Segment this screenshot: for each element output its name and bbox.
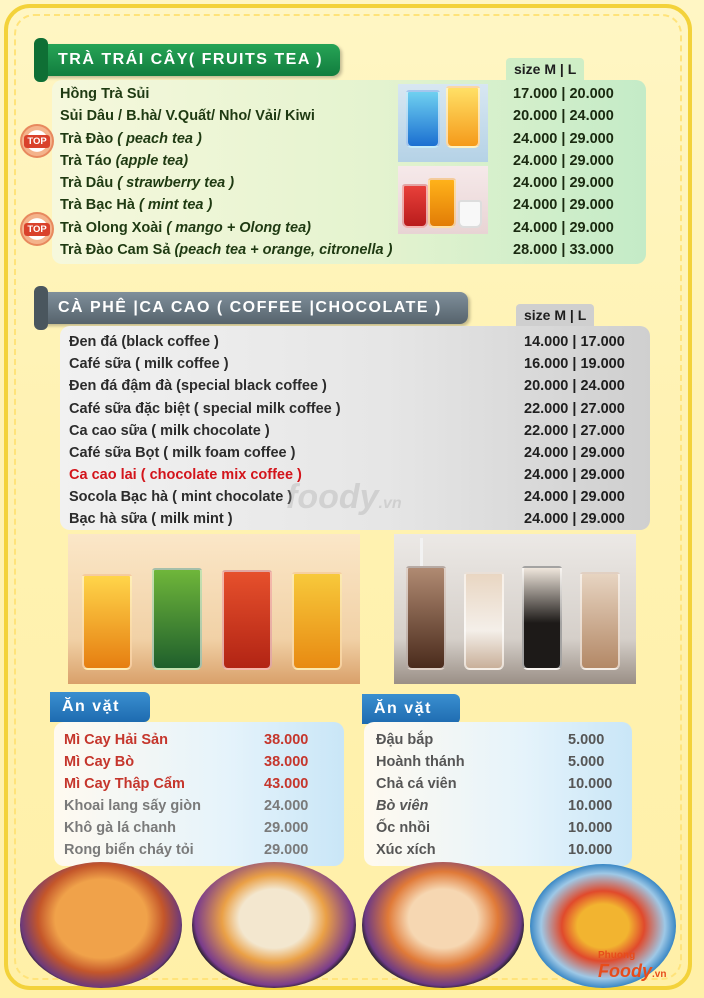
item-price: 28.000 | 33.000: [513, 242, 614, 258]
item-name: Mì Cay Bò: [64, 754, 135, 770]
coffee-drinks-photo: [394, 534, 636, 684]
fruit-tea-title: TRÀ TRÁI CÂY( FRUITS TEA ): [58, 51, 324, 68]
item-price: 20.000 | 24.000: [513, 108, 614, 124]
item-name: Đậu bắp: [376, 732, 434, 748]
snacks-left-header: [50, 692, 150, 722]
item-name: Trà Bạc Hà ( mint tea ): [60, 197, 213, 213]
black-coffee-glass: [522, 566, 562, 670]
item-name: Mì Cay Thập Cẩm: [64, 776, 185, 792]
fruit-tea-photo-bottom: [398, 166, 488, 234]
snacks-right-panel: [364, 722, 632, 866]
item-name: Ốc nhồi: [376, 820, 430, 836]
item-price: 17.000 | 20.000: [513, 86, 614, 102]
item-name: Socola Bạc hà ( mint chocolate ): [69, 489, 293, 505]
strawberry-drink-glass: [402, 184, 428, 228]
snacks-left-title: Ăn vặt: [62, 698, 120, 715]
item-name: Mì Cay Hải Sản: [64, 732, 168, 748]
item-price: 24.000: [264, 798, 309, 814]
blue-drink-glass: [406, 90, 440, 148]
fruit-tea-size-label: size M | L: [506, 58, 584, 80]
strawberry-tea-glass: [222, 570, 272, 670]
item-price: 10.000: [568, 776, 613, 792]
item-price: 16.000 | 19.000: [524, 356, 625, 372]
item-price: 5.000: [568, 732, 605, 748]
item-price: 24.000 | 29.000: [513, 175, 614, 191]
peach-tea-glass: [82, 574, 132, 670]
item-name: Chả cá viên: [376, 776, 457, 792]
item-price: 22.000 | 27.000: [524, 423, 625, 439]
milk-coffee-glass: [464, 572, 504, 670]
item-name: Hồng Trà Sủi: [60, 86, 150, 102]
foam-coffee-glass: [580, 572, 620, 670]
coffee-header: [40, 292, 468, 324]
top-badge: TOP: [20, 212, 54, 246]
orange-drink-glass: [446, 86, 480, 148]
item-name: Bò viên: [376, 798, 429, 814]
item-price: 29.000: [264, 820, 309, 836]
item-name: Khoai lang sấy giòn: [64, 798, 201, 814]
item-name: Café sữa đặc biệt ( special milk coffee ): [69, 401, 341, 417]
item-name: Bạc hà sữa ( milk mint ): [69, 511, 233, 527]
item-price: 24.000 | 29.000: [513, 131, 614, 147]
item-name: Trà Táo (apple tea): [60, 153, 189, 169]
fruit-tea-photo-top: [398, 84, 488, 162]
item-name: Rong biển cháy tỏi: [64, 842, 194, 858]
item-name: Khô gà lá chanh: [64, 820, 176, 836]
item-name: Sủi Dâu / B.hà/ V.Quất/ Nho/ Vải/ Kiwi: [60, 108, 315, 124]
ribbon-curl: [34, 286, 48, 330]
item-price: 10.000: [568, 842, 613, 858]
item-price: 24.000 | 29.000: [524, 445, 625, 461]
item-price: 20.000 | 24.000: [524, 378, 625, 394]
item-price: 24.000 | 29.000: [513, 197, 614, 213]
chocolate-glass: [406, 566, 446, 670]
spicy-noodle-bowl-seafood: [20, 862, 182, 988]
item-price: 43.000: [264, 776, 309, 792]
item-price: 24.000 | 29.000: [513, 220, 614, 236]
coffee-size-label: size M | L: [516, 304, 594, 326]
pearl-bowl: [458, 200, 482, 228]
item-name: Trà Đào Cam Sả (peach tea + orange, citronella ): [60, 242, 393, 258]
item-name: Café sữa ( milk coffee ): [69, 356, 229, 372]
watermark: foody.vn: [286, 478, 402, 516]
item-price: 14.000 | 17.000: [524, 334, 625, 350]
top-badge: TOP: [20, 124, 54, 158]
item-price: 24.000 | 29.000: [524, 511, 625, 527]
item-name: Đen đá (black coffee ): [69, 334, 219, 350]
fruit-tea-header: [40, 44, 340, 76]
coffee-title: CÀ PHÊ |CA CAO ( COFFEE |CHOCOLATE ): [58, 299, 442, 316]
spicy-noodle-bowl-beef: [192, 862, 356, 988]
item-name: Trà Đào ( peach tea ): [60, 131, 202, 147]
fruit-drinks-photo: [68, 534, 360, 684]
item-name: Hoành thánh: [376, 754, 465, 770]
item-name: Ca cao sữa ( milk chocolate ): [69, 423, 270, 439]
snacks-left-panel: [54, 722, 344, 866]
snacks-right-header: [362, 694, 460, 724]
item-price: 10.000: [568, 798, 613, 814]
apple-tea-glass: [292, 572, 342, 670]
item-price: 24.000 | 29.000: [524, 489, 625, 505]
item-name: Đen đá đậm đà (special black coffee ): [69, 378, 327, 394]
foody-logo: Phuong Foody.vn: [598, 950, 667, 981]
item-price: 5.000: [568, 754, 605, 770]
spicy-noodle-bowl-mixed: [362, 862, 524, 988]
item-name: Trà Olong Xoài ( mango + Olong tea): [60, 220, 311, 236]
item-price: 22.000 | 27.000: [524, 401, 625, 417]
item-price: 24.000 | 29.000: [524, 467, 625, 483]
item-name: Café sữa Bọt ( milk foam coffee ): [69, 445, 296, 461]
item-price: 10.000: [568, 820, 613, 836]
item-price: 38.000: [264, 754, 309, 770]
fruit-tea-panel: [52, 80, 646, 264]
mint-tea-glass: [152, 568, 202, 670]
item-price: 38.000: [264, 732, 309, 748]
item-price: 29.000: [264, 842, 309, 858]
mango-drink-glass: [428, 178, 456, 228]
item-name: Xúc xích: [376, 842, 436, 858]
item-name: Ca cao lai ( chocolate mix coffee ): [69, 467, 302, 483]
item-price: 24.000 | 29.000: [513, 153, 614, 169]
item-name: Trà Dâu ( strawberry tea ): [60, 175, 235, 191]
ribbon-curl: [34, 38, 48, 82]
snacks-right-title: Ăn vặt: [374, 700, 432, 717]
